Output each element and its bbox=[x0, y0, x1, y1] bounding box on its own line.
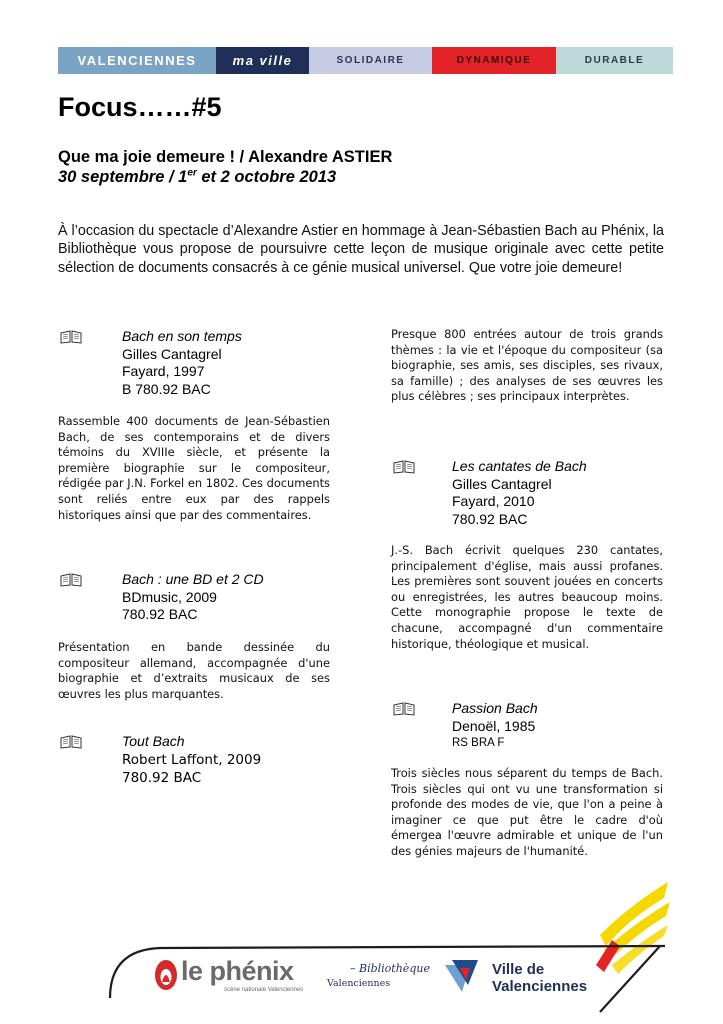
book-title: Bach : une BD et 2 CD bbox=[122, 571, 264, 587]
book-call-number: 780.92 BAC bbox=[122, 606, 198, 622]
book-info bbox=[452, 700, 538, 753]
open-book-icon bbox=[393, 702, 415, 716]
phenix-wordmark: le phénix bbox=[181, 956, 294, 986]
dates-part2: et 2 octobre 2013 bbox=[196, 168, 337, 186]
book-info bbox=[452, 458, 587, 528]
book-author: Gilles Cantagrel bbox=[122, 345, 222, 362]
open-book-icon bbox=[60, 735, 82, 749]
book-author: Gilles Cantagrel bbox=[452, 475, 552, 492]
banner-solidaire: SOLIDAIRE bbox=[309, 47, 432, 74]
bibliotheque-city: Valenciennes bbox=[327, 978, 391, 989]
book-description: J.-S. Bach écrivit quelques 230 cantates, principalement d'église, mais aussi profanes. Les premières sont souvent jouées en concerts ou enregistrées, les autres beaucoup moins. Cette monographie propose le texte de chacune, accompagné d'un commentaire historique, théologique et musical. bbox=[391, 543, 663, 651]
ville-logo-mark bbox=[445, 960, 478, 992]
header-banner bbox=[58, 47, 673, 74]
decorative-swoosh bbox=[596, 882, 670, 974]
book-publisher: Fayard, 2010 bbox=[452, 493, 535, 509]
ville-line2: Valenciennes bbox=[492, 978, 588, 995]
open-book-icon bbox=[60, 330, 82, 344]
ville-line1: Ville de bbox=[492, 961, 545, 978]
book-description: Rassemble 400 documents de Jean-Sébastien Bach, de ses contemporains et de divers témoins du XVIIIe siècle, et présente la première biographie sur le compositeur, rédigée par J.N. Forkel en 1802. Ces documents sont reliés entre eux par des rappels historiques ainsi que par des commentaires. bbox=[58, 414, 330, 522]
phenix-logo bbox=[155, 960, 177, 990]
open-book-icon bbox=[393, 460, 415, 474]
book-title: Bach en son temps bbox=[122, 328, 242, 344]
page-subtitle: Que ma joie demeure ! / Alexandre ASTIER bbox=[58, 148, 393, 166]
book-publisher: Robert Laffont, 2009 bbox=[122, 751, 262, 768]
dates-part1: 30 septembre / 1 bbox=[58, 168, 188, 186]
book-call-number: B 780.92 BAC bbox=[122, 380, 211, 397]
event-dates bbox=[58, 168, 336, 187]
book-title: Passion Bach bbox=[452, 700, 538, 716]
book-call-number: RS BRA F bbox=[452, 737, 505, 749]
book-info bbox=[122, 571, 264, 624]
footer-logos bbox=[0, 870, 723, 1024]
book-call-number: 780.92 BAC bbox=[452, 510, 528, 527]
banner-dynamique: DYNAMIQUE bbox=[432, 47, 556, 74]
banner-slogan: ma ville bbox=[216, 47, 309, 74]
book-title: Les cantates de Bach bbox=[452, 458, 587, 474]
book-description: Presque 800 entrées autour de trois grands thèmes : la vie et l'époque du compositeur (sa biographie, ses amis, ses disciples, ses rivaux, sa famille) ; des analyses de ses œuvres les plus célèbres ; ses principaux interprètes. bbox=[391, 327, 663, 404]
book-author: BDmusic, 2009 bbox=[122, 588, 217, 605]
book-info bbox=[122, 733, 261, 787]
book-description: Trois siècles nous séparent du temps de Bach. Trois siècles qui ont vu une transformation si profonde des modes de vie, que l'on a peine à imaginer ce que put être le cadre d'où émergea l'œuvre admirable et unique de l'un des génies majeurs de l'humanité. bbox=[391, 766, 663, 858]
intro-paragraph: À l’occasion du spectacle d’Alexandre Astier en hommage à Jean-Sébastien Bach au Phénix, la Bibliothèque vous propose de poursuivre cette leçon de musique originale avec cette petite sélection de documents consacrés à ce génie musical universel. Que votre joie demeure! bbox=[58, 223, 664, 276]
book-publisher: Denoël, 1985 bbox=[452, 717, 536, 734]
book-title: Tout Bach bbox=[122, 733, 185, 749]
book-publisher: Fayard, 1997 bbox=[122, 363, 205, 379]
banner-city: VALENCIENNES bbox=[58, 47, 216, 74]
open-book-icon bbox=[60, 573, 82, 587]
book-info bbox=[122, 328, 242, 398]
book-description: Présentation en bande dessinée du compositeur allemand, accompagnée d'une biographie et d’extraits musicaux de ses œuvres les plus marquantes. bbox=[58, 640, 330, 701]
dates-sup: er bbox=[187, 167, 197, 179]
bibliotheque-wordmark: – Bibliothèque bbox=[350, 962, 430, 975]
book-call-number: 780.92 BAC bbox=[122, 769, 202, 786]
phenix-subtitle: scène nationale Valenciennes bbox=[224, 987, 304, 993]
banner-durable: DURABLE bbox=[556, 47, 673, 74]
page-title: Focus……#5 bbox=[58, 92, 222, 122]
